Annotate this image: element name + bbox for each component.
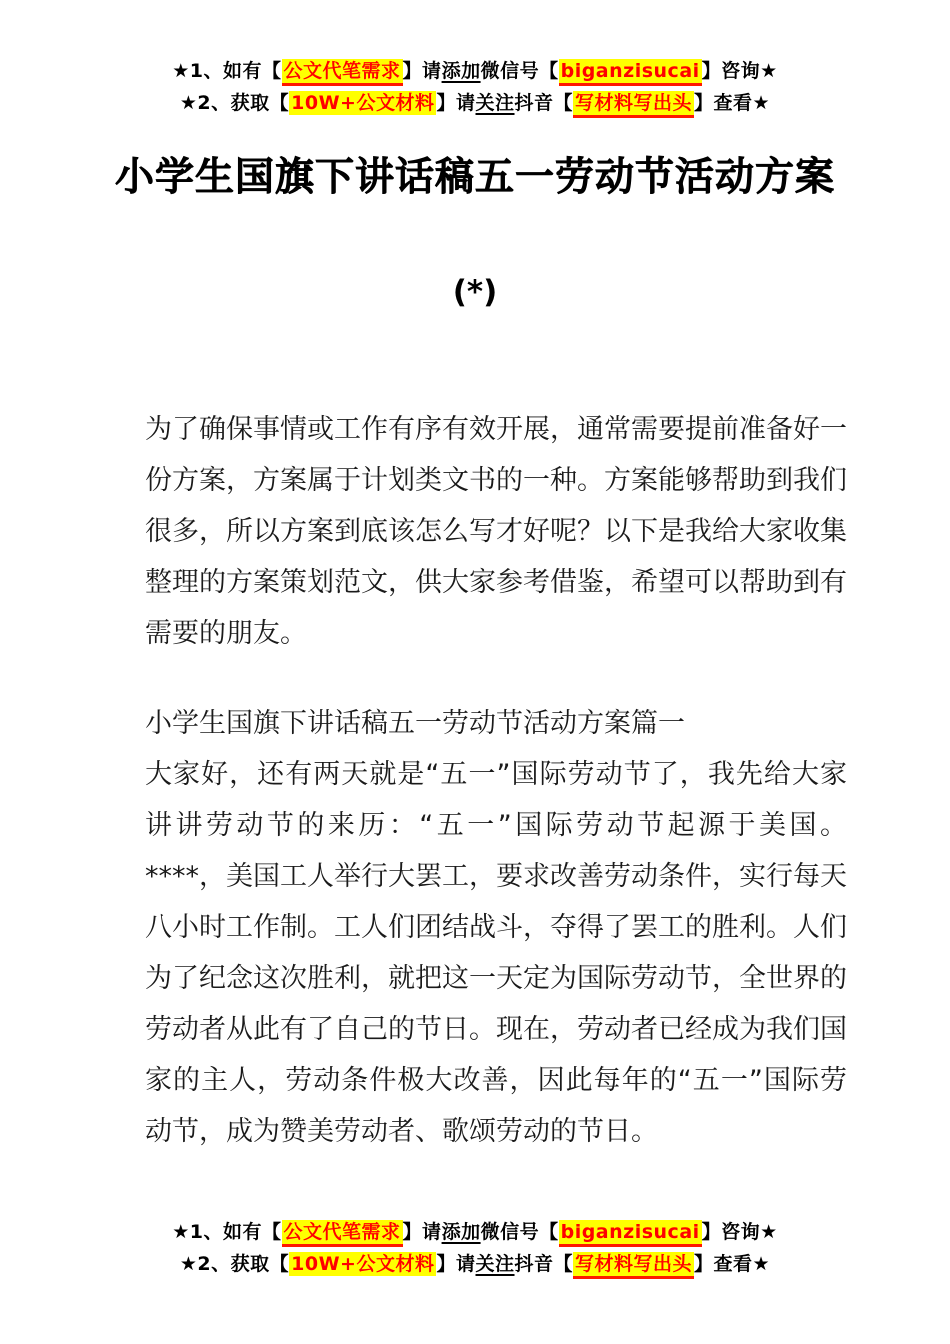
promo-text: 抖音【 <box>514 92 574 114</box>
intro-paragraph: 为了确保事情或工作有序有效开展，通常需要提前准备好一份方案，方案属于计划类文书的一种。方案能够帮助到我们很多，所以方案到底该怎么写才好呢？以下是我给大家收集整理的方案策划范文，供大家参考借鉴，希望可以帮助到有需要的朋友。 <box>145 414 847 649</box>
promo-highlight-wechat-id: biganzisucai <box>559 59 702 86</box>
section-heading: 小学生国旗下讲话稿五一劳动节活动方案篇一 <box>145 708 685 739</box>
promo-highlight-wechat-id: biganzisucai <box>559 1220 702 1247</box>
promo-highlight-douyin-id: 写材料写出头 <box>573 1252 694 1279</box>
promo-text: 】咨询★ <box>701 1221 778 1243</box>
promo-underline-follow: 关注 <box>475 92 515 114</box>
asterisk-marker: (*) <box>452 274 498 310</box>
promo-header-line-1 <box>0 55 950 87</box>
promo-text: ★1、如有【 <box>172 60 282 82</box>
promo-highlight-materials: 10W+公文材料 <box>291 92 435 114</box>
promo-text: 】请 <box>402 60 442 82</box>
page-title: 小学生国旗下讲话稿五一劳动节活动方案 <box>114 155 835 200</box>
body-paragraph: 大家好，还有两天就是“五一”国际劳动节了，我先给大家讲讲劳动节的来历：“五一”国际劳动节起源于美国。****，美国工人举行大罢工，要求改善劳动条件，实行每天八小时工作制。工人们团结战斗，夺得了罢工的胜利。人们为了纪念这次胜利，就把这一天定为国际劳动节，全世界的劳动者从此有了自己的节日。现在，劳动者已经成为我们国家的主人，劳动条件极大改善，因此每年的“五一”国际劳动节，成为赞美劳动者、歌颂劳动的节日。 <box>145 759 847 1147</box>
promo-highlight-writing-service: 公文代笔需求 <box>282 59 403 86</box>
promo-text: ★2、获取【 <box>179 92 290 114</box>
promo-text: ★2、获取【 <box>179 1253 290 1275</box>
promo-highlight-writing-service: 公文代笔需求 <box>282 1220 403 1247</box>
promo-header-line-2 <box>0 87 950 119</box>
promo-text: 】查看★ <box>694 92 771 114</box>
promo-text: 抖音【 <box>514 1253 574 1275</box>
promo-underline-add: 添加 <box>441 60 481 82</box>
promo-underline-add: 添加 <box>441 1221 481 1243</box>
promo-text: 】查看★ <box>694 1253 771 1275</box>
promo-highlight-materials: 10W+公文材料 <box>291 1253 435 1275</box>
promo-text: 微信号【 <box>480 60 559 82</box>
promo-highlight-douyin-id: 写材料写出头 <box>573 91 694 118</box>
promo-banner-header <box>0 0 950 119</box>
promo-text: 】咨询★ <box>701 60 778 82</box>
promo-text: 微信号【 <box>480 1221 559 1243</box>
promo-footer-line-2 <box>0 1248 950 1280</box>
promo-underline-follow: 关注 <box>475 1253 515 1275</box>
promo-text: 】请 <box>436 92 476 114</box>
promo-text: 】请 <box>402 1221 442 1243</box>
promo-banner-footer <box>0 1216 950 1280</box>
promo-text: 】请 <box>436 1253 476 1275</box>
promo-footer-line-1 <box>0 1216 950 1248</box>
promo-text: ★1、如有【 <box>172 1221 282 1243</box>
